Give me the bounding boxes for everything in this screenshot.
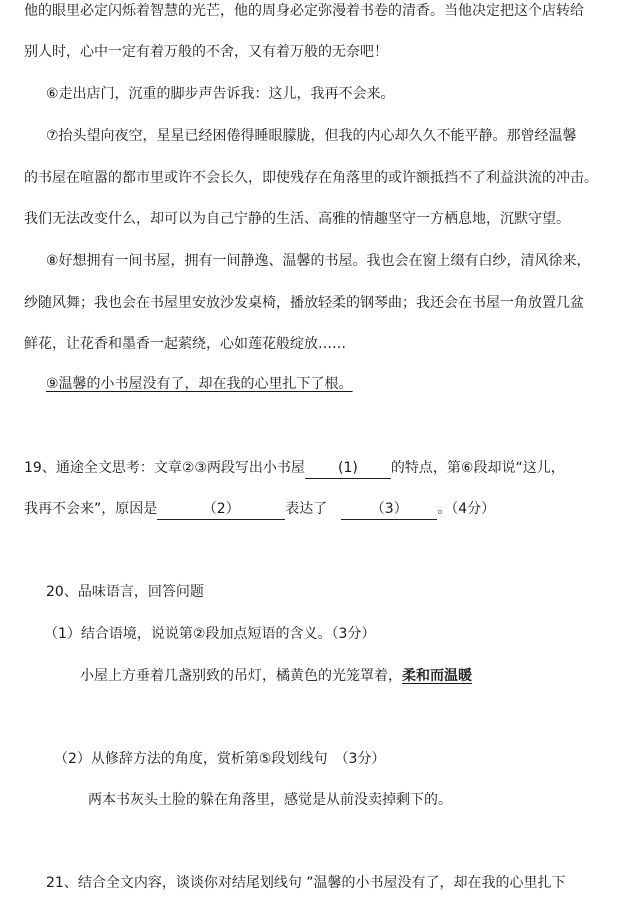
q19-text-e: 。（4分） [437,501,496,517]
q19-text-a: 19、通途全文思考：文章②③两段写出小书屋 [24,460,305,476]
question-20-sub-1: （1）结合语境，说说第②段加点短语的含义。（3分） [44,626,376,642]
paragraph-5-line-2: 别人时，心中一定有着万般的不舍，又有着万般的无奈吧！ [24,44,388,60]
q19-blank-2: （2） [157,499,285,520]
question-20-quote-2: 两本书灰头土脸的躲在角落里，感觉是从前没卖掉剩下的。 [88,792,452,808]
paragraph-8-line-3: 鲜花，让花香和墨香一起萦绕，心如莲花般绽放…… [24,336,346,352]
question-21: 21、结合全文内容，谈谈你对结尾划线句 ”温馨的小书屋没有了，却在我的心里扎下 [46,875,566,891]
question-19-line-1 [24,458,565,479]
paragraph-8-line-1: ⑧好想拥有一间书屋，拥有一间静逸、温馨的书屋。我也会在窗上缀有白纱，清风徐来， [46,253,591,269]
q19-text-c: 我再不会来”，原因是 [24,501,158,517]
q19-blank-3: （3） [341,499,437,520]
paragraph-7-line-1: ⑦抬头望向夜空，星星已经困倦得睡眼朦胧，但我的内心却久久不能平静。那曾经温馨 [46,128,577,144]
question-19-line-2 [24,499,495,520]
question-20-quote-1 [80,666,472,686]
paragraph-7-line-3: 我们无法改变什么，却可以为自己宁静的生活、高雅的情趣坚守一方栖息地，沉默守望。 [24,211,570,227]
paragraph-6: ⑥走出店门，沉重的脚步声告诉我：这儿，我再不会来。 [46,86,395,102]
q19-blank-1: (1) [305,458,391,479]
paragraph-5-line-1: 他的眼里必定闪烁着智慧的光芒，他的周身必定弥漫着书卷的清香。当他决定把这个店转给 [24,3,584,19]
paragraph-9-underlined: ⑨温馨的小书屋没有了，却在我的心里扎下了根。 [46,376,353,392]
question-20-sub-2: （2）从修辞方法的角度，赏析第⑤段划线句 （3分） [54,751,386,767]
question-20-title: 20、品味语言，回答问题 [46,584,204,600]
paragraph-7-line-2: 的书屋在喧嚣的都市里或许不会长久，即使残存在角落里的或许额抵挡不了利益洪流的冲击。 [24,170,598,186]
q19-text-d: 表达了 [285,501,328,517]
paragraph-8-line-2: 纱随风舞；我也会在书屋里安放沙发桌椅，播放轻柔的钢琴曲；我还会在书屋一角放置几盆 [24,295,584,311]
quote-1-dotted-phrase: 柔和而温暖 [402,668,472,684]
q19-text-b: 的特点，第⑥段却说“这儿， [390,460,565,476]
quote-1-text: 小屋上方垂着几盏别致的吊灯，橘黄色的光笼罩着， [80,668,402,684]
